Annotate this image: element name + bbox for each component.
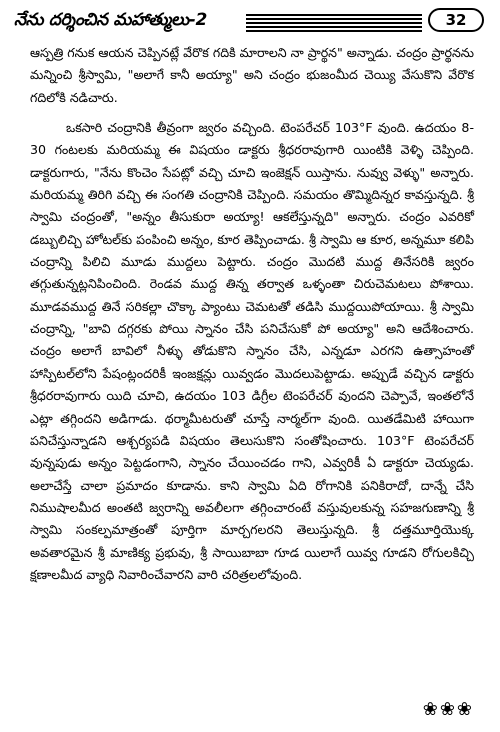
running-title: నేను దర్శించిన మహాత్ములు-2 <box>14 10 208 30</box>
paragraph-fever-story: ఒకసారి చంద్రానికి తీవ్రంగా జ్వరం వచ్చింది. టెంపరేచర్ 103°F వుంది. ఉదయం 8-30 గంటలకు మరియమ్మ ఈ విషయం డాక్టరు శ్రీధరరావుగారి యింటికి వెళ్ళి చెప్పింది. డాక్టరుగారు, "నేను కొంచెం సేపట్లో వచ్చి చూచి ఇంజెక్షన్ యిస్తాను. నువ్వు వెళ్ళు" అన్నారు. మరియమ్మ తిరిగి వచ్చి ఈ సంగతి చంద్రానికి చెప్పింది. సమయం తొమ్మిదిన్నర కావస్తున్నది. శ్రీ స్వామి చంద్రంతో, "అన్నం తీసుకురా అయ్యా! ఆకలేస్తున్నది" అన్నారు. చంద్రం ఎవరికో డబ్బులిచ్చి హోటల్‌కు పంపించి అన్నం, కూర తెప్పించాడు. శ్రీ స్వామి ఆ కూర, అన్నమూ కలిపి చంద్రాన్ని పిలిచి మూడు ముద్దలు పెట్టారు. చంద్రం మొదటి ముద్ద తినేసరికి జ్వరం తగ్గుతున్నట్లనిపించింది. రెండవ ముద్ద తిన్న తర్వాత ఒళ్ళంతా చిరుచెమటలు పోశాయి. మూడవముద్ద తినే సరికల్లా చొక్కా ప్యాంటు చెమటతో తడిసి ముద్దయిపోయాయి. శ్రీ స్వామి చంద్రాన్ని, "బావి దగ్గరకు పోయి స్నానం చేసి పనిచేసుకో పో అయ్యా" అని ఆదేశించారు. చంద్రం అలాగే బావిలో నీళ్ళు తోడుకొని స్నానం చేసి, ఎన్నడూ ఎరగని ఉత్సాహంతో హాస్పిటల్‌లోని పేషంట్లందరికీ ఇంజక్షన్లు యివ్వడం మొదలుపెట్టాడు. అప్పుడే వచ్చిన డాక్టరు శ్రీధరరావుగారు యిది చూచి, ఉదయం 103 డిగ్రీల టెంపరేచర్ వుందని చెప్పావే, ఇంతలోనే ఎట్లా తగ్గిందని అడిగాడు. థర్మామీటరుతో చూస్తే నార్మల్‌గా వుంది. యితడేమిటి హాయిగా పనిచేస్తున్నాడని ఆశ్చర్యపడి విషయం తెలుసుకొని సంతోషించారు. 103°F టెంపరేచర్ వున్నపుడు అన్నం పెట్టడంగాని, స్నానం చేయించడం గాని, ఎవ్వరికీ ఏ డాక్టరూ చెయ్యడు. అలాచేస్తే చాలా ప్రమాదం కూడాను. కాని స్వామి ఏది రోగానికి పనికిరాదో, దాన్నే చేసి నిముషాలమీద అంతటి జ్వరాన్ని అవలీలగా తగ్గించారంటే వస్తువులకున్న సహజగుణాన్ని శ్రీ స్వామి సంకల్పమాత్రంతో పూర్తిగా మార్చగలరని తెలుస్తున్నది. శ్రీ దత్తమూర్తియొక్క అవతారమైన శ్రీ మాణిక్య ప్రభువు, శ్రీ సాయిబాబా గూడ యిలాగే యివ్వ గూడని రోగులకిచ్చి క్షణాలమీద వ్యాధి నివారించేవారని వారి చరిత్రలలోవుంది. <box>30 120 474 582</box>
header-rule-lines <box>246 14 422 32</box>
page-body <box>30 42 474 586</box>
page-number-badge: 32 <box>428 8 484 32</box>
paragraph-continuation: ఆస్పత్రి గనుక ఆయన చెప్పినట్లే వేరొక గదికి మారాలని నా ప్రార్థన" అన్నాడు. చంద్రం ప్రార్థనను మన్నించి శ్రీస్వామి, "అలాగే కానీ అయ్యా" అని చంద్రం భుజంమీద చెయ్యి వేసుకొని వేరొక గదిలోకి నడిచారు. <box>30 45 474 105</box>
page-header <box>14 8 486 36</box>
flower-ornament-icon: ❀❀❀ <box>422 699 474 720</box>
